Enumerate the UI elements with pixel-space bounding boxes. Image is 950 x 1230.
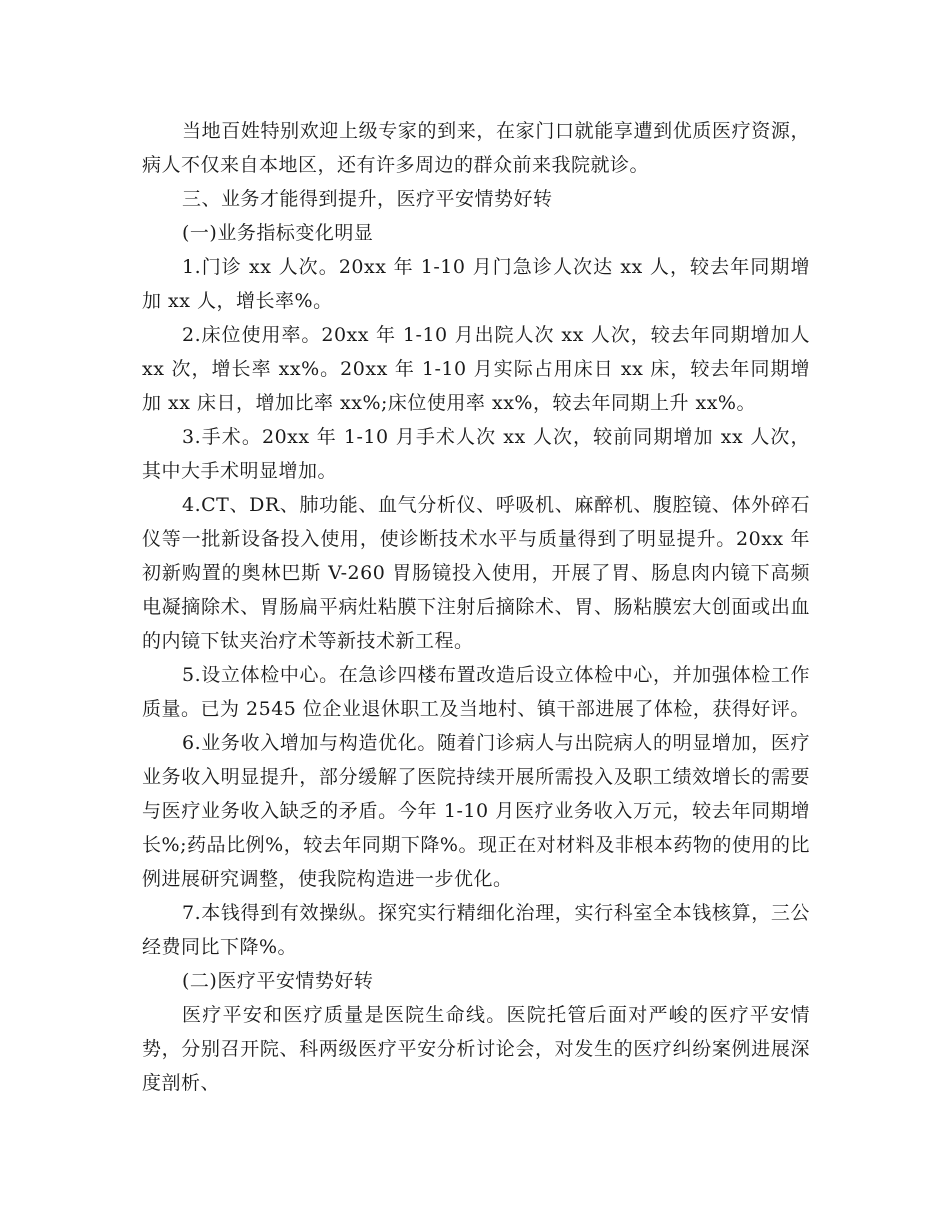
heading-subsection-two: (二)医疗平安情势好转: [182, 970, 374, 992]
paragraph-medical-safety: 医疗平安和医疗质量是医院生命线。医院托管后面对严峻的医疗平安情势，分别召开院、科两级医疗平安分析讨论会，对发生的医疗纠纷案例进展深度剖析、: [142, 1004, 810, 1094]
heading-section-three: 三、业务才能得到提升，医疗平安情势好转: [182, 188, 553, 210]
paragraph-item-checkup-center: 5.设立体检中心。在急诊四楼布置改造后设立体检中心，并加强体检工作质量。已为 2545 位企业退休职工及当地村、镇干部进展了体检，获得好评。: [142, 664, 810, 720]
document-body: [142, 114, 810, 1100]
paragraph-intro-local-welcome: 当地百姓特别欢迎上级专家的到来，在家门口就能享遭到优质医疗资源，病人不仅来自本地区，还有许多周边的群众前来我院就诊。: [142, 120, 810, 176]
paragraph-item-equipment: 4.CT、DR、肺功能、血气分析仪、呼吸机、麻醉机、腹腔镜、体外碎石仪等一批新设备投入使用，使诊断技术水平与质量得到了明显提升。20xx 年初新购置的奥林巴斯 V-260 胃肠镜投入使用，开展了胃、肠息肉内镜下高频电凝摘除术、胃肠扁平病灶粘膜下注射后摘除术、胃、肠粘膜宏大创面或出血的内镜下钛夹治疗术等新技术新工程。: [142, 494, 810, 652]
heading-subsection-one: (一)业务指标变化明显: [182, 222, 374, 244]
paragraph-item-surgery: 3.手术。20xx 年 1-10 月手术人次 xx 人次，较前同期增加 xx 人次，其中大手术明显增加。: [142, 426, 810, 482]
paragraph-item-revenue: 6.业务收入增加与构造优化。随着门诊病人与出院病人的明显增加，医疗业务收入明显提升，部分缓解了医院持续开展所需投入及职工绩效增长的需要与医疗业务收入缺乏的矛盾。今年 1-10 月医疗业务收入万元，较去年同期增长%;药品比例%，较去年同期下降%。现正在对材料及非根本药物的使用的比例进展研究调整，使我院构造进一步优化。: [142, 732, 810, 890]
paragraph-item-cost-control: 7.本钱得到有效操纵。探究实行精细化治理，实行科室全本钱核算，三公经费同比下降%。: [142, 902, 810, 958]
paragraph-item-bed-usage: 2.床位使用率。20xx 年 1-10 月出院人次 xx 人次，较去年同期增加人 xx 次，增长率 xx%。20xx 年 1-10 月实际占用床日 xx 床，较去年同期增加 xx 床日，增加比率 xx%;床位使用率 xx%，较去年同期上升 xx%。: [142, 324, 810, 414]
paragraph-item-outpatient: 1.门诊 xx 人次。20xx 年 1-10 月门急诊人次达 xx 人，较去年同期增加 xx 人，增长率%。: [142, 256, 810, 312]
